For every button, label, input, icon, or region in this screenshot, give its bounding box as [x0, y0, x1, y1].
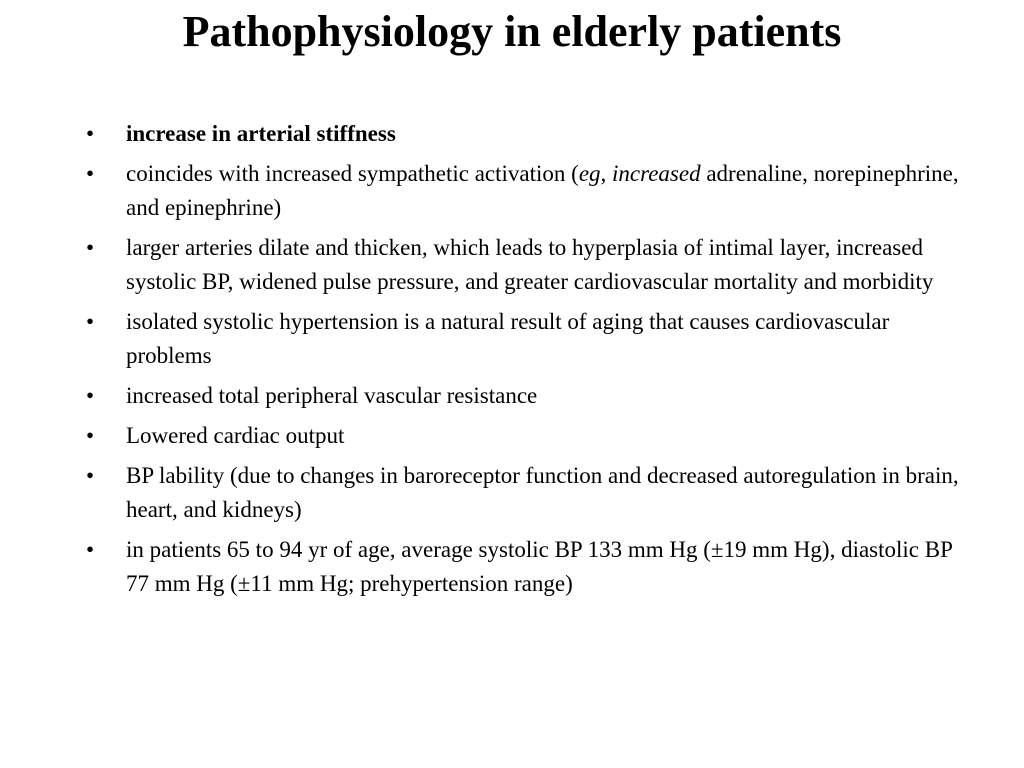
bullet-item-peripheral-resistance: [0, 379, 1024, 413]
bullet-item-cardiac-output: [0, 419, 1024, 453]
bullet-icon: •: [86, 463, 95, 488]
bullet-item-isolated-systolic-hypertension: [0, 305, 1024, 373]
bullet-item-larger-arteries: [0, 231, 1024, 299]
bullet-item-arterial-stiffness: [0, 117, 1024, 151]
bullet-text: coincides with increased sympathetic activation (: [126, 161, 579, 186]
bullet-text: larger arteries dilate and thicken, which leads to hyperplasia of intimal layer, increased systolic BP, widened pulse pressure, and greater cardiovascular mortality and morbidity: [126, 235, 934, 294]
bullet-text: isolated systolic hypertension is a natural result of aging that causes cardiovascular problems: [126, 309, 890, 368]
bullet-item-bp-lability: [0, 459, 1024, 527]
bullet-list: [0, 117, 1024, 607]
bullet-text-continued: adrenaline, norepinephrine, and epinephrine): [126, 161, 959, 220]
bullet-text: BP lability (due to changes in baroreceptor function and decreased autoregulation in brain, heart, and kidneys): [126, 463, 959, 522]
bullet-text-italic: eg, increased: [578, 161, 701, 186]
bullet-text: in patients 65 to 94 yr of age, average systolic BP 133 mm Hg (±19 mm Hg), diastolic BP 77 mm Hg (±11 mm Hg; prehypertension range): [126, 537, 953, 596]
slide-title: Pathophysiology in elderly patients: [182, 7, 842, 56]
bullet-text: increased total peripheral vascular resistance: [126, 383, 538, 408]
bullet-item-sympathetic-activation: [0, 157, 1024, 225]
bullet-item-average-bp: [0, 533, 1024, 601]
bullet-icon: •: [86, 309, 95, 334]
bullet-icon: •: [86, 235, 95, 260]
bullet-icon: •: [86, 161, 95, 186]
bullet-icon: •: [86, 423, 95, 448]
bullet-text: Lowered cardiac output: [126, 423, 345, 448]
bullet-icon: •: [86, 383, 95, 408]
bullet-icon: •: [86, 537, 95, 562]
bullet-icon: •: [86, 121, 95, 146]
bullet-text: increase in arterial stiffness: [126, 121, 396, 146]
